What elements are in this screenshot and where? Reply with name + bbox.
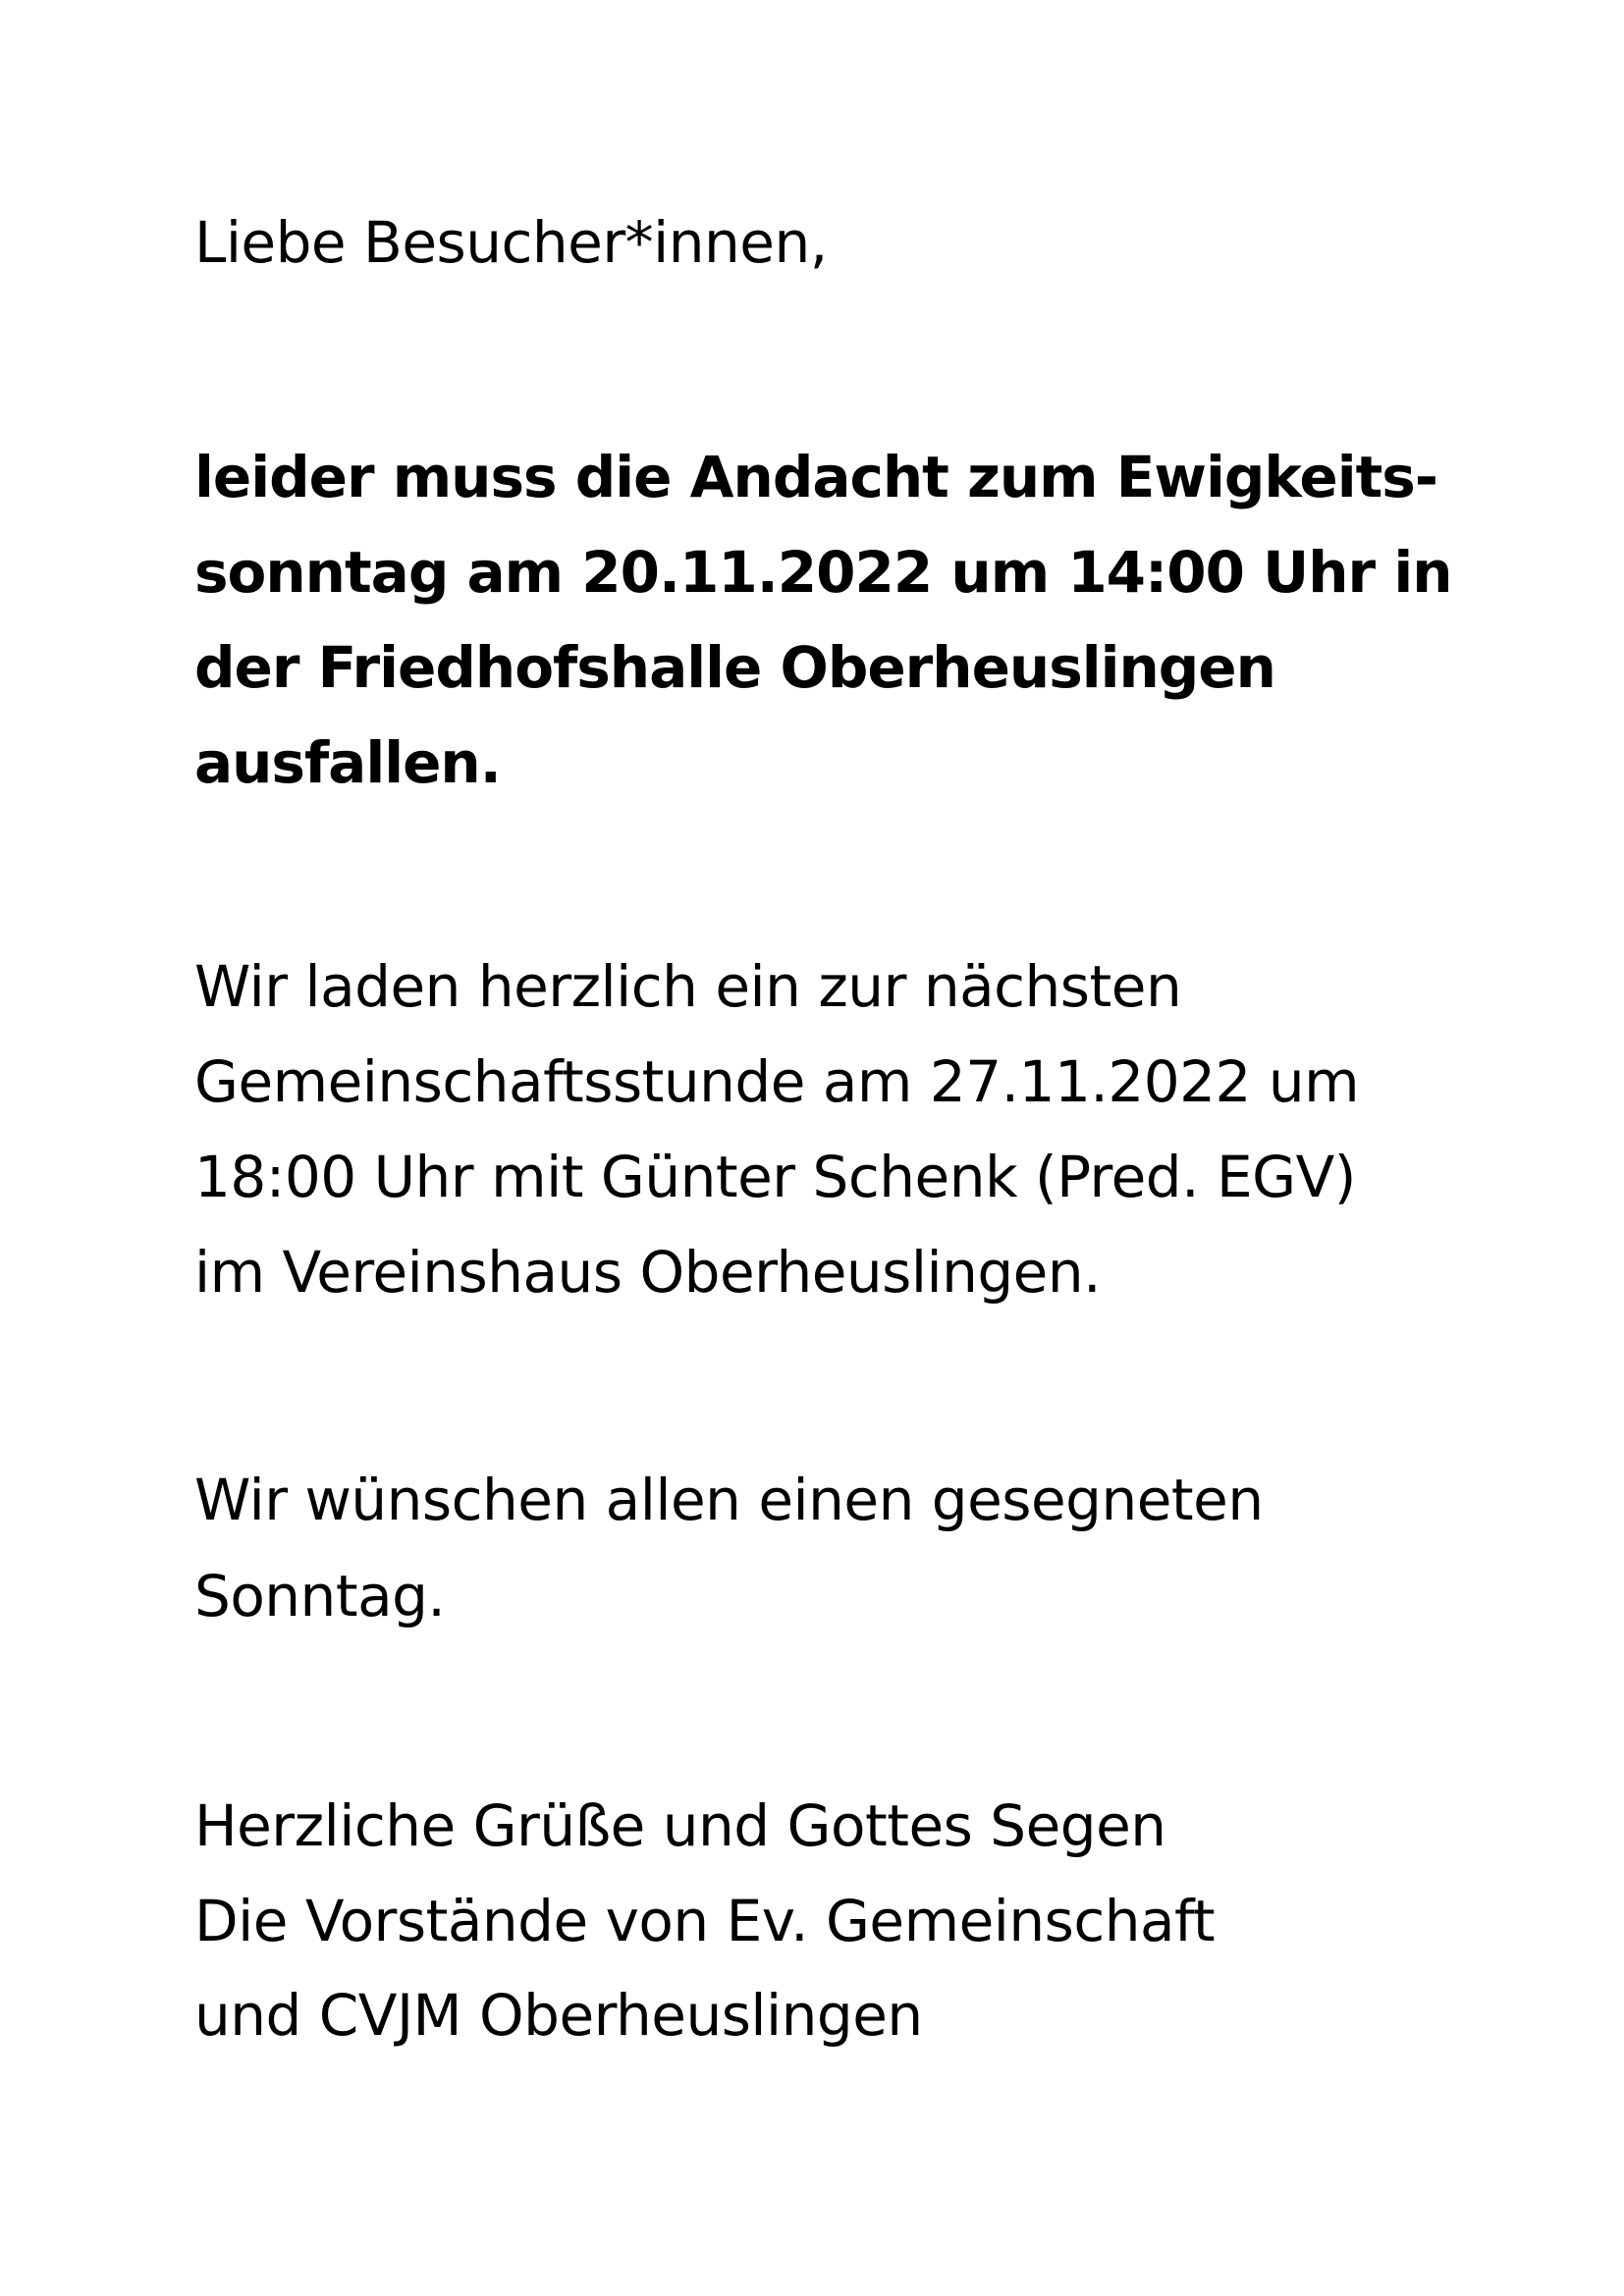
signature-line-1: Die Vorstände von Ev. Gemeinschaft [194, 1888, 1216, 1954]
wishes-line-2: Sonntag. [194, 1563, 446, 1629]
invitation-line-4: im Vereinshaus Oberheuslingen. [194, 1239, 1102, 1306]
invitation-line-2: Gemeinschaftsstunde am 27.11.2022 um [194, 1048, 1360, 1115]
invitation-line-3: 18:00 Uhr mit Günter Schenk (Pred. EGV) [194, 1144, 1356, 1210]
closing-line: Herzliche Grüße und Gottes Segen [194, 1792, 1166, 1859]
invitation-line-1: Wir laden herzlich ein zur nächsten [194, 953, 1182, 1020]
signature-line-2: und CVJM Oberheuslingen [194, 1982, 923, 2049]
announcement-line-2: sonntag am 20.11.2022 um 14:00 Uhr in [194, 539, 1452, 606]
announcement-line-4: ausfallen. [194, 729, 501, 796]
announcement-line-1: leider muss die Andacht zum Ewigkeits- [194, 444, 1437, 510]
announcement-line-3: der Friedhofshalle Oberheuslingen [194, 634, 1275, 701]
wishes-line-1: Wir wünschen allen einen gesegneten [194, 1467, 1264, 1533]
greeting-line: Liebe Besucher*innen, [194, 209, 828, 276]
